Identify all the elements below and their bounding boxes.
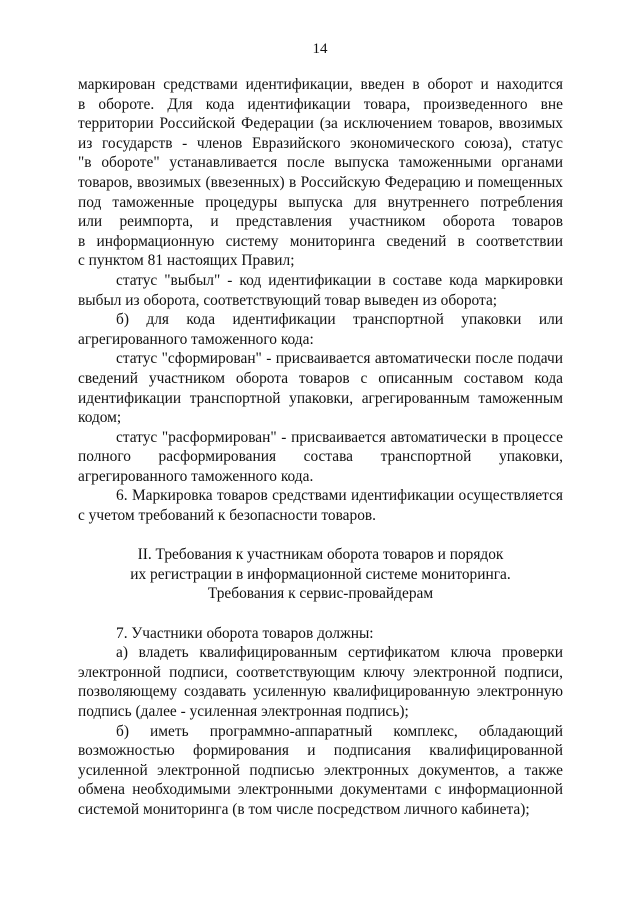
section-heading-line: Требования к сервис-провайдерам — [207, 585, 434, 603]
text-line: б) для кода идентификации транспортной упаковки или — [116, 311, 563, 329]
text-line: с пунктом 81 настоящих Правил; — [78, 252, 295, 270]
text-line: с учетом требований к безопасности товаров. — [78, 507, 377, 525]
text-line: "в обороте" устанавливается после выпуска таможенными органами — [78, 154, 563, 172]
text-line: статус "сформирован" - присваивается автоматически после подачи — [116, 350, 563, 368]
text-line: статус "расформирован" - присваивается автоматически в процессе — [116, 428, 563, 446]
text-line: электронной подписи, соответствующим ключу электронной подписи, — [78, 663, 563, 681]
document-body — [78, 75, 563, 820]
text-line: товаров, ввозимых (ввезенных) в Российскую Федерацию и помещенных — [78, 173, 563, 191]
text-line: усиленной электронной подписью электронных документов, а также — [78, 761, 563, 779]
text-line: б) иметь программно-аппаратный комплекс, обладающий — [116, 722, 563, 740]
text-line: или реимпорта, и представления участником оборота товаров — [78, 213, 563, 231]
text-line: системой мониторинга (в том числе посредством личного кабинета); — [78, 800, 530, 818]
text-line: обмена необходимыми электронными документами с информационной — [78, 781, 563, 799]
text-line: из государств - членов Евразийского экономического союза), статус — [78, 134, 563, 152]
text-line: сведений участником оборота товаров с описанным составом кода — [78, 369, 563, 387]
text-line: территории Российской Федерации (за исключением товаров, ввозимых — [78, 115, 563, 133]
text-line: агрегированного таможенного кода. — [78, 467, 314, 485]
blank-line — [78, 604, 563, 624]
text-line: выбыл из оборота, соответствующий товар выведен из оборота; — [78, 291, 498, 309]
text-line: агрегированного таможенного кода: — [78, 330, 314, 348]
text-line: 7. Участники оборота товаров должны: — [116, 624, 374, 642]
text-line: статус "выбыл" - код идентификации в составе кода маркировки — [116, 271, 563, 289]
page-number: 14 — [312, 41, 328, 57]
text-line: а) владеть квалифицированным сертификатом ключа проверки — [116, 644, 563, 662]
text-line: подпись (далее - усиленная электронная подпись); — [78, 703, 409, 720]
text-line: полного расформирования состава транспортной упаковки, — [78, 448, 563, 466]
text-line: кодом; — [78, 409, 122, 427]
text-line: маркирован средствами идентификации, введен в оборот и находится — [78, 76, 563, 93]
blank-line — [78, 526, 563, 546]
text-line: позволяющему создавать усиленную квалифицированную электронную — [78, 683, 563, 701]
text-line: идентификации транспортной упаковки, агрегированным таможенным — [78, 389, 563, 407]
text-line: под таможенные процедуры выпуска для внутреннего потребления — [78, 193, 563, 211]
text-line: в информационную систему мониторинга сведений в соответствии — [78, 232, 563, 250]
text-line: возможностью формирования и подписания квалифицированной — [78, 742, 563, 760]
text-line: в обороте. Для кода идентификации товара, произведенного вне — [78, 95, 563, 113]
section-heading-line: II. Требования к участникам оборота товаров и порядок — [137, 546, 504, 564]
section-heading-line: их регистрации в информационной системе мониторинга. — [130, 565, 511, 583]
text-line: 6. Маркировка товаров средствами идентификации осуществляется — [116, 487, 563, 505]
